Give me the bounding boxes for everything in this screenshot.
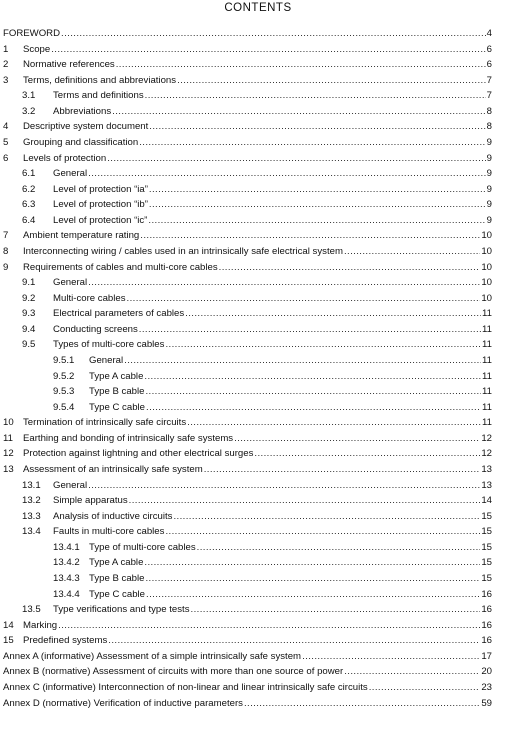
toc-entry-number: 9.5 xyxy=(22,339,36,351)
toc-entry[interactable] xyxy=(22,509,492,525)
toc-entry[interactable] xyxy=(3,73,492,89)
toc-entry-number: 9.5.2 xyxy=(53,370,75,382)
dot-leader xyxy=(51,42,485,58)
toc-entry-number: 9.5.3 xyxy=(53,386,75,398)
toc-entry-number: 9.2 xyxy=(22,292,36,304)
dot-leader xyxy=(185,306,481,322)
toc-entry-title: Level of protection “ia” xyxy=(53,183,148,195)
toc-entry[interactable] xyxy=(3,244,492,260)
dot-leader xyxy=(124,353,481,369)
toc-entry-page: 15 xyxy=(481,541,492,553)
dot-leader xyxy=(61,26,486,42)
toc-entry-number: 4 xyxy=(3,121,9,133)
toc-entry-title: Scope xyxy=(23,43,51,55)
toc-entry-page: 14 xyxy=(481,495,492,507)
toc-entry-page: 8 xyxy=(486,105,492,117)
toc-entry-number: 13.5 xyxy=(22,604,41,616)
toc-entry-number: 1 xyxy=(3,43,9,55)
dot-leader xyxy=(146,400,481,416)
toc-entry-number: 13.3 xyxy=(22,510,41,522)
toc-entry[interactable] xyxy=(53,353,492,369)
toc-entry-page: 11 xyxy=(482,308,492,320)
toc-entry-number: 9.5.4 xyxy=(53,401,75,413)
toc-entry-number: 13 xyxy=(3,463,14,475)
toc-entry[interactable] xyxy=(53,555,492,571)
toc-entry-title: Earthing and bonding of intrinsically safe systems xyxy=(23,432,234,444)
toc-entry-title: Type B cable xyxy=(89,386,145,398)
toc-entry-number: 13.1 xyxy=(22,479,41,491)
toc-entry-number: 5 xyxy=(3,136,9,148)
toc-entry-page: 13 xyxy=(481,479,492,491)
dot-leader xyxy=(145,88,486,104)
dot-leader xyxy=(88,275,480,291)
toc-entry[interactable] xyxy=(22,88,492,104)
dot-leader xyxy=(108,633,480,649)
toc-entry-title: Grouping and classification xyxy=(23,136,139,148)
toc-entry-title: General xyxy=(53,168,88,180)
toc-entry-title: Annex C (informative) Interconnection of non-linear and linear intrinsically safe circuits xyxy=(3,681,368,693)
toc-entry-title: Conducting screens xyxy=(53,323,138,335)
toc-entry[interactable] xyxy=(3,680,492,696)
toc-entry-page: 11 xyxy=(482,339,492,351)
page-title: CONTENTS xyxy=(224,2,292,14)
toc-entry[interactable] xyxy=(3,649,492,665)
toc-entry-page: 11 xyxy=(482,386,492,398)
dot-leader xyxy=(145,571,480,587)
toc-entry[interactable] xyxy=(53,571,492,587)
toc-entry[interactable] xyxy=(3,633,492,649)
toc-entry-number: 9.4 xyxy=(22,323,36,335)
toc-entry-page: 10 xyxy=(481,245,492,257)
toc-entry[interactable] xyxy=(3,415,492,431)
toc-entry[interactable] xyxy=(3,696,492,712)
toc-entry[interactable] xyxy=(22,104,492,120)
toc-entry-number: 3.1 xyxy=(22,90,36,102)
toc-entry-title: Predefined systems xyxy=(23,635,108,647)
dot-leader xyxy=(234,431,480,447)
toc-entry-title: Type of multi-core cables xyxy=(89,541,196,553)
toc-entry-page: 11 xyxy=(482,354,492,366)
toc-entry-title: Annex A (informative) Assessment of a simple intrinsically safe system xyxy=(3,650,302,662)
dot-leader xyxy=(146,587,480,603)
toc-entry-page: 10 xyxy=(481,292,492,304)
toc-entry-title: Descriptive system document xyxy=(23,121,149,133)
toc-entry-number: 2 xyxy=(3,59,9,71)
dot-leader xyxy=(302,649,480,665)
toc-entry-page: 6 xyxy=(486,43,492,55)
toc-entry[interactable] xyxy=(3,462,492,478)
toc-entry[interactable] xyxy=(3,119,492,135)
toc-entry-page: 11 xyxy=(482,323,492,335)
toc-entry[interactable] xyxy=(53,400,492,416)
dot-leader xyxy=(116,57,486,73)
toc-entry-title: Multi-core cables xyxy=(53,292,126,304)
dot-leader xyxy=(165,524,480,540)
dot-leader xyxy=(219,260,481,276)
toc-entry[interactable] xyxy=(3,431,492,447)
toc-entry[interactable] xyxy=(22,493,492,509)
dot-leader xyxy=(149,119,485,135)
toc-entry-title: Terms, definitions and abbreviations xyxy=(23,74,177,86)
toc-entry-number: 13.4 xyxy=(22,526,41,538)
toc-entry[interactable] xyxy=(22,602,492,618)
toc-entry-title: General xyxy=(53,479,88,491)
toc-entry[interactable] xyxy=(22,166,492,182)
toc-entry-number: 14 xyxy=(3,619,14,631)
toc-entry[interactable] xyxy=(53,369,492,385)
dot-leader xyxy=(187,415,481,431)
toc-entry-page: 16 xyxy=(481,604,492,616)
dot-leader xyxy=(58,618,480,634)
toc-entry-title: Levels of protection xyxy=(23,152,107,164)
toc-entry-title: Terms and definitions xyxy=(53,90,144,102)
toc-entry-page: 15 xyxy=(481,510,492,522)
toc-entry-number: 9 xyxy=(3,261,9,273)
toc-entry[interactable] xyxy=(3,151,492,167)
toc-entry-number: 11 xyxy=(3,432,13,444)
toc-entry[interactable] xyxy=(22,306,492,322)
dot-leader xyxy=(191,602,481,618)
toc-entry-page: 10 xyxy=(481,277,492,289)
dot-leader xyxy=(197,540,481,556)
toc-entry-number: 6.1 xyxy=(22,168,36,180)
toc-entry-number: 9.5.1 xyxy=(53,354,75,366)
toc-entry-number: 13.4.1 xyxy=(53,541,80,553)
toc-entry[interactable] xyxy=(3,42,492,58)
toc-entry-page: 9 xyxy=(486,199,492,211)
toc-entry-page: 9 xyxy=(486,152,492,164)
dot-leader xyxy=(145,384,481,400)
dot-leader xyxy=(129,493,481,509)
toc-entry-title: Type B cable xyxy=(89,572,145,584)
toc-entry-title: Type A cable xyxy=(89,370,144,382)
toc-entry-page: 7 xyxy=(486,90,492,102)
toc-entry-title: Type verifications and type tests xyxy=(53,604,190,616)
toc-entry-number: 13.2 xyxy=(22,495,41,507)
toc-entry-number: 13.4.3 xyxy=(53,572,80,584)
dot-leader xyxy=(173,509,480,525)
dot-leader xyxy=(344,664,480,680)
toc-entry[interactable] xyxy=(3,446,492,462)
toc-entry-page: 7 xyxy=(486,74,492,86)
toc-entry[interactable] xyxy=(3,618,492,634)
toc-entry-title: Electrical parameters of cables xyxy=(53,308,185,320)
dot-leader xyxy=(144,369,481,385)
toc-entry-page: 9 xyxy=(486,168,492,180)
toc-entry[interactable] xyxy=(3,228,492,244)
toc-entry-number: 3 xyxy=(3,74,9,86)
dot-leader xyxy=(369,680,481,696)
toc-entry-title: Simple apparatus xyxy=(53,495,128,507)
toc-entry-number: 9.1 xyxy=(22,277,36,289)
toc-entry[interactable] xyxy=(3,135,492,151)
toc-entry[interactable] xyxy=(22,524,492,540)
toc-entry-title: FOREWORD xyxy=(3,28,61,39)
dot-leader xyxy=(204,462,481,478)
toc-entry-title: Types of multi-core cables xyxy=(53,339,165,351)
toc-entry[interactable] xyxy=(22,478,492,494)
toc-entry-title: General xyxy=(89,354,124,366)
toc-entry-page: 59 xyxy=(481,697,492,709)
toc-entry-number: 6.2 xyxy=(22,183,36,195)
toc-entry[interactable] xyxy=(22,182,492,198)
toc-entry-number: 12 xyxy=(3,448,14,460)
toc-entry[interactable] xyxy=(22,337,492,353)
toc-entry-title: Type C cable xyxy=(89,588,145,600)
toc-entry[interactable] xyxy=(22,197,492,213)
dot-leader xyxy=(149,197,486,213)
toc-entry[interactable] xyxy=(22,275,492,291)
toc-entry-page: 16 xyxy=(481,619,492,631)
toc-entry-title: Level of protection “ic” xyxy=(53,214,148,226)
toc-entry-page: 4 xyxy=(486,28,492,39)
toc-entry-number: 15 xyxy=(3,635,14,647)
toc-entry-page: 15 xyxy=(481,572,492,584)
dot-leader xyxy=(149,182,486,198)
toc-entry-number: 6 xyxy=(3,152,9,164)
toc-entry[interactable] xyxy=(53,540,492,556)
toc-entry-number: 7 xyxy=(3,230,9,242)
dot-leader xyxy=(88,166,486,182)
toc-entry[interactable] xyxy=(22,322,492,338)
toc-entry-title: Ambient temperature rating xyxy=(23,230,140,242)
dot-leader xyxy=(88,478,480,494)
toc-entry[interactable] xyxy=(22,213,492,229)
toc-entry-number: 9.3 xyxy=(22,308,36,320)
dot-leader xyxy=(139,322,481,338)
toc-entry-page: 16 xyxy=(481,588,492,600)
toc-entry-page: 13 xyxy=(481,463,492,475)
toc-entry-title: Level of protection “ib” xyxy=(53,199,148,211)
dot-leader xyxy=(140,228,480,244)
toc-entry-title: Termination of intrinsically safe circuits xyxy=(23,417,187,429)
toc-entry-page: 9 xyxy=(486,183,492,195)
toc-entry-page: 9 xyxy=(486,136,492,148)
dot-leader xyxy=(127,291,481,307)
toc-entry-title: Annex D (normative) Verification of inductive parameters xyxy=(3,697,243,709)
dot-leader xyxy=(139,135,485,151)
toc-entry[interactable] xyxy=(3,260,492,276)
toc-entry-number: 6.4 xyxy=(22,214,36,226)
toc-entry[interactable] xyxy=(53,587,492,603)
toc-entry-page: 15 xyxy=(481,557,492,569)
toc-entry[interactable] xyxy=(3,57,492,73)
toc-entry-page: 11 xyxy=(482,401,492,413)
dot-leader xyxy=(165,337,481,353)
toc-entry-page: 10 xyxy=(481,230,492,242)
toc-entry-number: 10 xyxy=(3,417,14,429)
toc-entry-number: 13.4.2 xyxy=(53,557,80,569)
toc-entry-page: 6 xyxy=(486,59,492,71)
toc-entry-number: 13.4.4 xyxy=(53,588,80,600)
toc-entry-title: Analysis of inductive circuits xyxy=(53,510,173,522)
toc-entry-title: Interconnecting wiring / cables used in an intrinsically safe electrical system xyxy=(23,245,343,257)
toc-entry-page: 17 xyxy=(481,650,492,662)
toc-entry-number: 3.2 xyxy=(22,105,36,117)
toc-entry-title: Type A cable xyxy=(89,557,144,569)
toc-entry-page: 11 xyxy=(482,417,492,429)
dot-leader xyxy=(344,244,480,260)
toc-entry-page: 12 xyxy=(481,432,492,444)
toc-entry-title: Normative references xyxy=(23,59,115,71)
dot-leader xyxy=(112,104,486,120)
toc-entry-page: 10 xyxy=(481,261,492,273)
toc-entry-title: Annex B (normative) Assessment of circuits with more than one source of power xyxy=(3,666,344,678)
toc-entry[interactable] xyxy=(22,291,492,307)
dot-leader xyxy=(254,446,480,462)
toc-entry-title: Requirements of cables and multi-core cables xyxy=(23,261,218,273)
dot-leader xyxy=(177,73,486,89)
toc-entry[interactable] xyxy=(3,26,492,42)
toc-entry-title: Type C cable xyxy=(89,401,145,413)
toc-entry-title: Assessment of an intrinsically safe system xyxy=(23,463,203,475)
toc-entry-page: 20 xyxy=(481,666,492,678)
toc-entry-page: 16 xyxy=(481,635,492,647)
toc-entry-page: 8 xyxy=(486,121,492,133)
toc-entry-page: 15 xyxy=(481,526,492,538)
toc-entry[interactable] xyxy=(3,664,492,680)
dot-leader xyxy=(148,213,485,229)
toc-entry-page: 23 xyxy=(481,681,492,693)
toc-entry-number: 6.3 xyxy=(22,199,36,211)
toc-entry-page: 12 xyxy=(481,448,492,460)
toc-entry-page: 11 xyxy=(482,370,492,382)
toc-entry-title: Faults in multi-core cables xyxy=(53,526,165,538)
toc-entry-number: 8 xyxy=(3,245,9,257)
toc-entry-title: Protection against lightning and other electrical surges xyxy=(23,448,254,460)
toc-entry-title: General xyxy=(53,277,88,289)
dot-leader xyxy=(107,151,485,167)
dot-leader xyxy=(244,696,480,712)
toc-entry-title: Marking xyxy=(23,619,58,631)
toc-entry[interactable] xyxy=(53,384,492,400)
toc-entry-title: Abbreviations xyxy=(53,105,112,117)
toc-entry-page: 9 xyxy=(486,214,492,226)
dot-leader xyxy=(144,555,480,571)
